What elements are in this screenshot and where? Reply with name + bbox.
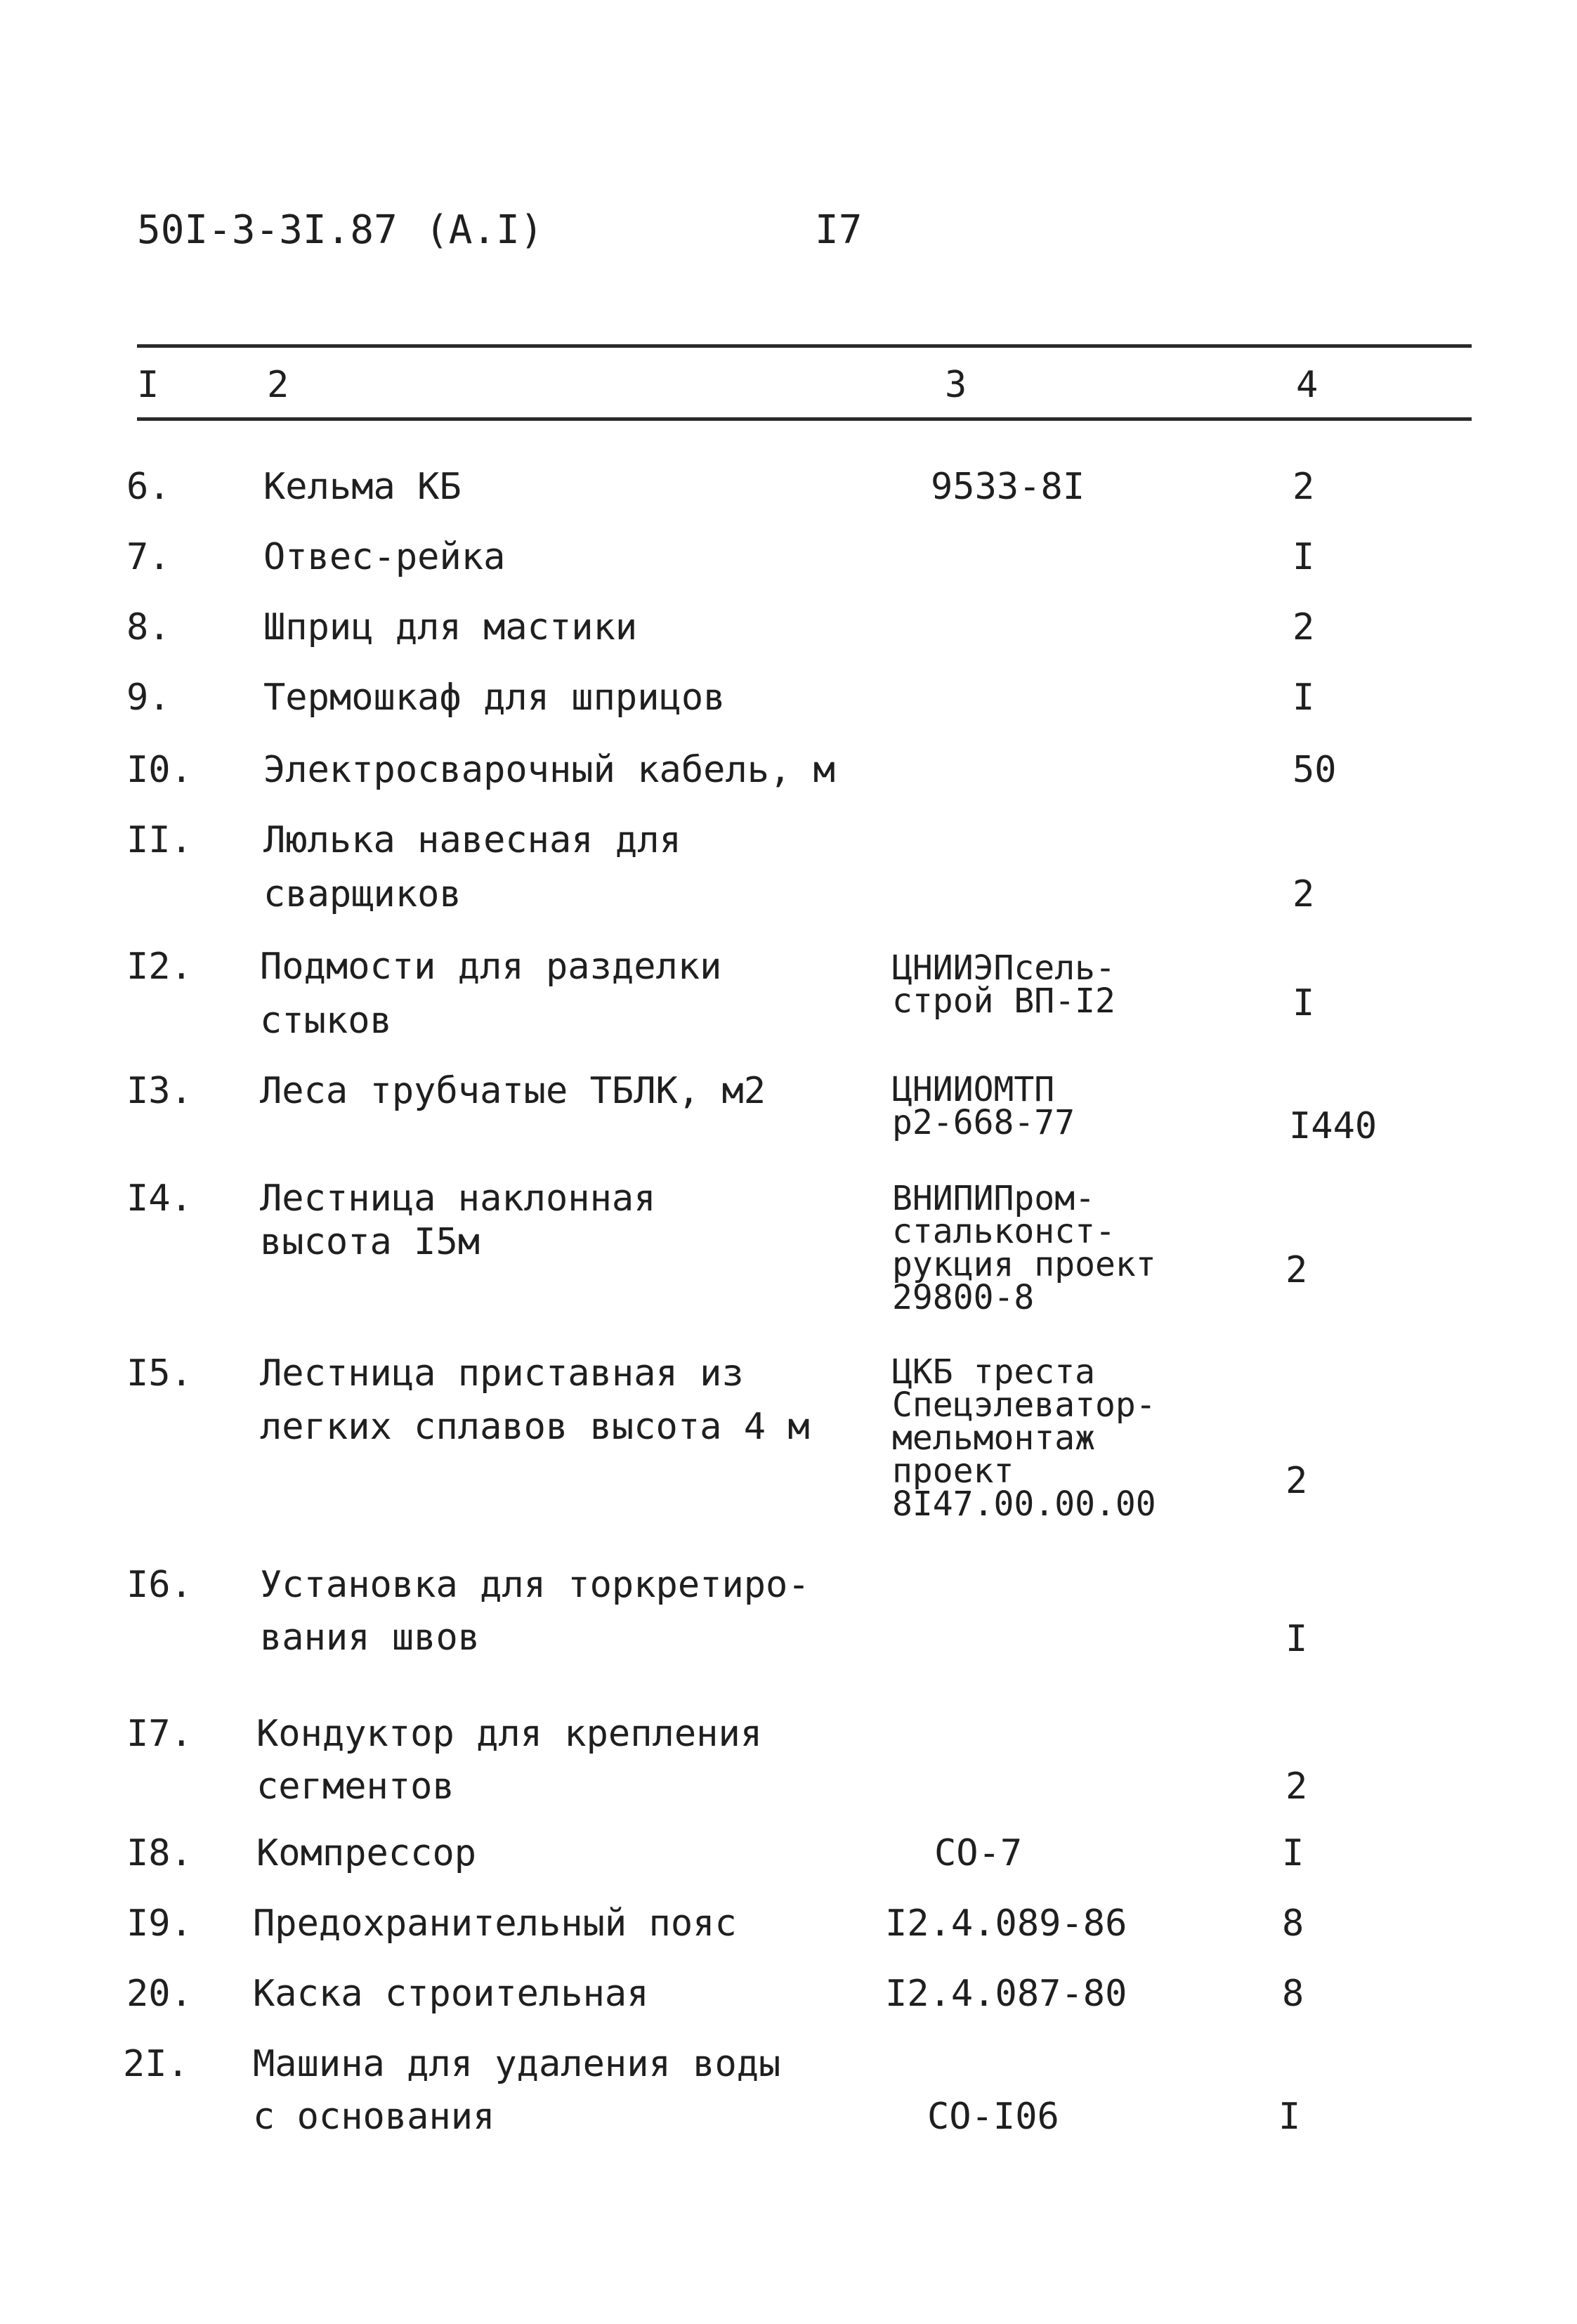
- item-quantity: I: [1282, 1832, 1304, 1874]
- row-number: I2.: [126, 946, 192, 988]
- item-name: Компрессор: [256, 1832, 477, 1874]
- item-standard: ВНИПИПром-: [892, 1179, 1095, 1218]
- item-standard: I2.4.087-80: [885, 1973, 1127, 2015]
- item-name: стыков: [260, 1000, 392, 1042]
- row-number: I8.: [126, 1832, 192, 1874]
- item-name: Люлька навесная для: [263, 819, 681, 861]
- column-header-2: 2: [267, 364, 289, 406]
- item-name: Электросварочный кабель, м: [263, 749, 835, 791]
- item-quantity: I: [1278, 2096, 1301, 2138]
- item-name: Подмости для разделки: [260, 946, 722, 988]
- column-header-3: 3: [945, 364, 967, 406]
- item-quantity: 2: [1285, 1765, 1308, 1808]
- item-name: Машина для удаления воды: [253, 2043, 781, 2085]
- item-quantity: 8: [1282, 1973, 1304, 2015]
- item-quantity: I: [1285, 1618, 1308, 1660]
- item-standard: ЦНИИЭПсель-: [892, 948, 1115, 988]
- item-standard: 9533-8I: [931, 466, 1085, 508]
- item-quantity: 2: [1285, 1460, 1308, 1502]
- item-name: сегментов: [256, 1765, 454, 1808]
- item-standard: 8I47.00.00.00: [892, 1484, 1156, 1524]
- doc-code: 50I-3-3I.87: [137, 207, 398, 253]
- row-number: I9.: [126, 1902, 192, 1945]
- item-quantity: 2: [1293, 606, 1315, 648]
- item-standard: Спецэлеватор-: [892, 1385, 1156, 1425]
- item-name: легких сплавов высота 4 м: [260, 1406, 810, 1448]
- item-standard: ЦНИИОМТП: [892, 1070, 1055, 1109]
- item-quantity: 50: [1293, 749, 1337, 791]
- item-standard: проект: [892, 1451, 1014, 1491]
- item-name: Предохранительный пояс: [253, 1902, 737, 1945]
- row-number: 7.: [126, 536, 171, 578]
- item-quantity: 2: [1293, 466, 1315, 508]
- row-number: 8.: [126, 606, 171, 648]
- item-standard: строй ВП-I2: [892, 981, 1115, 1021]
- item-standard: 29800-8: [892, 1278, 1035, 1317]
- item-name: Лестница наклонная: [260, 1177, 656, 1220]
- item-name: Кельма КБ: [263, 466, 462, 508]
- row-number: I0.: [126, 749, 192, 791]
- item-name: высота I5м: [260, 1221, 480, 1263]
- item-name: Лестница приставная из: [260, 1352, 744, 1395]
- item-name: Леса трубчатые ТБЛК, м2: [260, 1070, 766, 1112]
- item-quantity: I: [1293, 677, 1315, 719]
- item-standard: I2.4.089-86: [885, 1902, 1127, 1945]
- row-number: 9.: [126, 677, 171, 719]
- row-number: 20.: [126, 1973, 192, 2015]
- item-name: вания швов: [260, 1617, 480, 1659]
- album-label: (A.I): [425, 207, 544, 253]
- row-number: I4.: [126, 1177, 192, 1220]
- item-name: с основания: [253, 2096, 495, 2138]
- table-top-rule: [137, 344, 1472, 348]
- column-header-1: I: [137, 364, 159, 406]
- item-quantity: I: [1293, 536, 1315, 578]
- item-name: Каска строительная: [253, 1973, 649, 2015]
- item-quantity: I440: [1289, 1105, 1378, 1147]
- item-standard: ЦКБ треста: [892, 1352, 1095, 1392]
- page-number: I7: [815, 207, 863, 253]
- row-number: I3.: [126, 1070, 192, 1112]
- table-header-rule: [137, 417, 1472, 421]
- item-standard: СО-7: [934, 1832, 1023, 1874]
- row-number: I7.: [126, 1713, 192, 1755]
- item-quantity: 8: [1282, 1902, 1304, 1945]
- row-number: II.: [126, 819, 192, 861]
- item-name: Кондуктор для крепления: [256, 1713, 763, 1755]
- row-number: 6.: [126, 466, 171, 508]
- item-name: Отвес-рейка: [263, 536, 506, 578]
- item-standard: рукция проект: [892, 1245, 1156, 1284]
- item-standard: стальконст-: [892, 1212, 1115, 1251]
- item-name: Термошкаф для шприцов: [263, 677, 726, 719]
- row-number: I6.: [126, 1564, 192, 1606]
- item-quantity: I: [1293, 982, 1315, 1024]
- item-name: Установка для торкретиро-: [260, 1564, 810, 1606]
- item-quantity: 2: [1285, 1249, 1308, 1291]
- column-header-4: 4: [1296, 364, 1318, 406]
- item-name: Шприц для мастики: [263, 606, 638, 648]
- item-quantity: 2: [1293, 873, 1315, 915]
- row-number: I5.: [126, 1352, 192, 1395]
- item-standard: мельмонтаж: [892, 1418, 1095, 1458]
- item-name: сварщиков: [263, 873, 462, 915]
- item-standard: р2-668-77: [892, 1103, 1075, 1142]
- item-standard: СО-I06: [927, 2096, 1059, 2138]
- row-number: 2I.: [123, 2043, 189, 2085]
